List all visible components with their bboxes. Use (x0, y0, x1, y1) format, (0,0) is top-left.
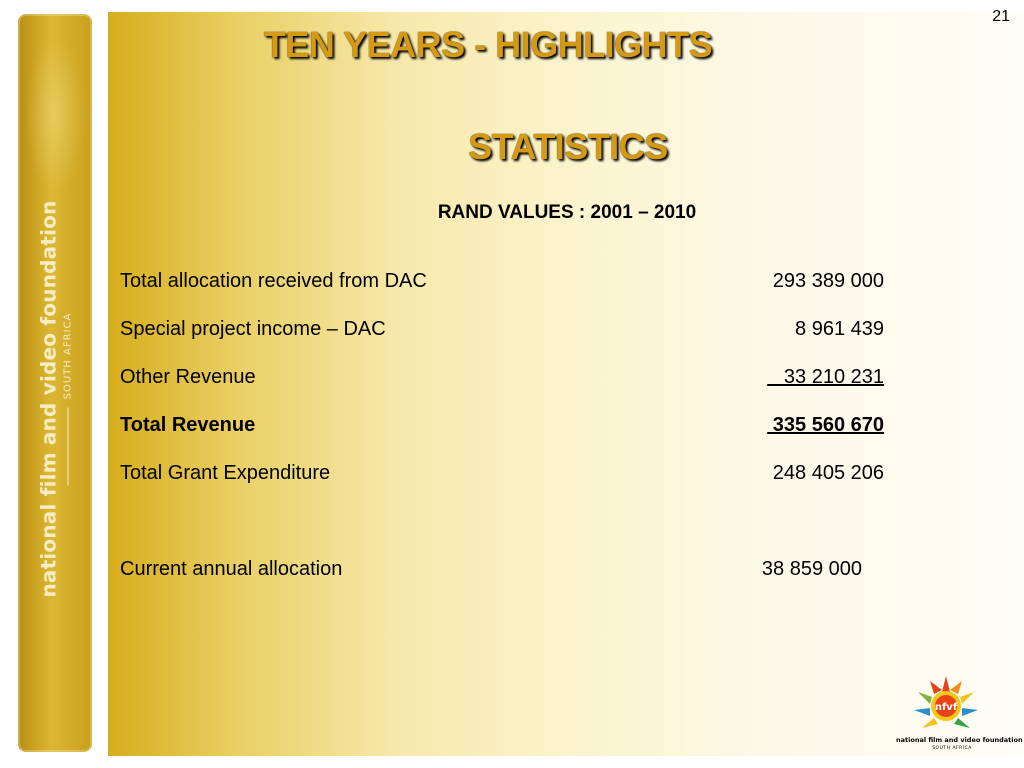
stat-value: 248 405 206 (772, 462, 884, 484)
sidebar-brand-name: national film and video foundation (36, 200, 61, 598)
nfvf-logo (896, 670, 1023, 762)
sidebar-band (18, 14, 92, 752)
stat-value: 38 859 000 (761, 558, 862, 580)
stat-row-total-revenue (120, 414, 884, 442)
logo-mark: nfvf (934, 702, 958, 713)
stat-value: 33 210 231 (767, 366, 884, 388)
stat-label: Special project income – DAC (120, 318, 386, 340)
stat-label: Total allocation received from DAC (120, 270, 427, 292)
stat-label: Total Grant Expenditure (120, 462, 331, 484)
logo-subcaption: SOUTH AFRICA (932, 746, 972, 751)
stat-row-grant-expenditure (120, 462, 884, 490)
subtitle: RAND VALUES : 2001 – 2010 (437, 202, 697, 223)
stat-label: Current annual allocation (120, 558, 343, 580)
stat-row-other-revenue (120, 366, 884, 394)
section-title: STATISTICS (468, 126, 668, 167)
stat-row-dac-allocation (120, 270, 884, 298)
sidebar-brand (18, 14, 92, 752)
logo-caption: national film and video foundation (896, 736, 1023, 744)
stat-value: 335 560 670 (767, 414, 884, 436)
sunburst-icon (896, 670, 1008, 736)
page-title: TEN YEARS - HIGHLIGHTS (263, 24, 713, 65)
stat-value: 8 961 439 (795, 318, 884, 340)
stat-row-current-allocation (120, 558, 884, 586)
stat-row-special-income (120, 318, 884, 346)
stat-label: Total Revenue (120, 414, 256, 436)
stat-value: 293 389 000 (772, 270, 884, 292)
divider (68, 407, 69, 485)
stat-label: Other Revenue (120, 366, 256, 388)
sidebar-brand-country: SOUTH AFRICA (62, 312, 74, 400)
page-number: 21 (992, 8, 1010, 25)
